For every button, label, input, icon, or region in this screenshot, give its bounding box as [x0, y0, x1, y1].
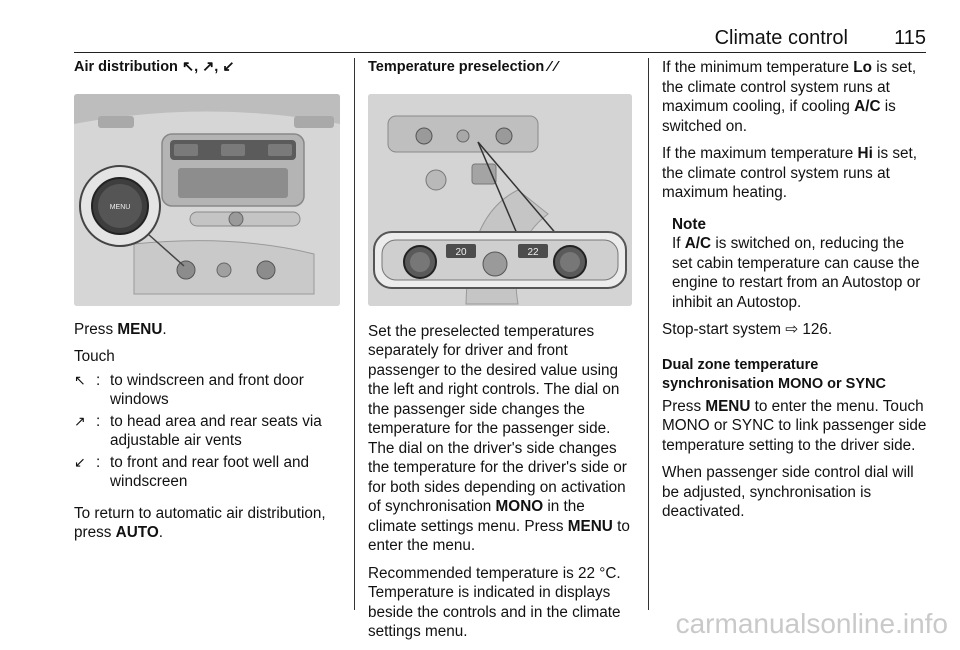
- windscreen-airflow-icon: ↖: [74, 371, 86, 388]
- menu-dial-label: MENU: [109, 203, 131, 211]
- note-title: Note: [672, 215, 706, 233]
- dashboard-controls-illustration: [74, 94, 340, 306]
- temperature-icons: ⁄ ⁄: [548, 59, 558, 75]
- max-temperature-paragraph: If the maximum temperature Hi is set, the climate control system runs at maximum heating.: [662, 145, 918, 201]
- footwell-airflow-icon: ↙: [74, 453, 86, 470]
- definition-item: ↗ : to head area and rear seats via adjustable air vents: [74, 412, 322, 449]
- return-auto-text: To return to automatic air distribution, press AUTO.: [74, 504, 326, 541]
- definition-item: ↙ : to front and rear foot well and windscreen: [74, 453, 309, 490]
- column-temperature-limits: [662, 58, 928, 530]
- right-temp-display: 22: [527, 246, 539, 258]
- column-temperature-preselection: [368, 58, 634, 650]
- min-temperature-paragraph: If the minimum temperature Lo is set, the climate control system runs at maximum cooling, if cooling A/C is switched on.: [662, 59, 917, 135]
- definition-item: ↖ : to windscreen and front door windows: [74, 371, 304, 408]
- page-number: 115: [894, 27, 926, 49]
- column-divider: [648, 58, 649, 610]
- column-air-distribution: [74, 58, 342, 551]
- note-text: If A/C is switched on, reducing the set cabin temperature can cause the engine to restart from an Autostop or inhibit an Autostop.: [672, 235, 921, 311]
- passenger-dial-paragraph: When passenger side control dial will be adjusted, synchronisation is deactivated.: [662, 464, 914, 520]
- press-menu-text: Press MENU.: [74, 320, 167, 338]
- dual-zone-heading: Dual zone temperature synchronisation MONO or SYNC: [662, 356, 886, 392]
- preselection-paragraph: Set the preselected temperatures separately for driver and front passenger to the desired value using the left and right controls. The dial on the passenger side changes the temperature for the passenger side. The dial on the driver's side changes the temperature for the driver's side or for both sides depending on activation of synchronisation MONO in the climate settings menu. Press MENU to enter the menu.: [368, 322, 630, 554]
- watermark: carmanualsonline.info: [675, 608, 948, 639]
- temperature-controls-illustration: [368, 94, 632, 306]
- page-header: [74, 26, 926, 53]
- dual-zone-paragraph: Press MENU to enter the menu. Touch MONO or SYNC to link passenger side temperature setting to the driver side.: [662, 397, 927, 454]
- section-title: Climate control: [714, 27, 848, 49]
- column-divider: [354, 58, 355, 610]
- stop-start-reference: Stop-start system ⇨ 126.: [662, 321, 833, 338]
- recommended-temperature-paragraph: Recommended temperature is 22 °C. Temperature is indicated in displays beside the controls and in the climate settings menu.: [368, 564, 621, 640]
- head-airflow-icon: ↗: [74, 412, 86, 429]
- air-distribution-heading: Air distribution ↖, ↗, ↙: [74, 59, 235, 75]
- touch-label: Touch: [74, 348, 115, 365]
- air-distribution-icons: ↖, ↗, ↙: [181, 59, 235, 75]
- temperature-preselection-heading: Temperature preselection ⁄ ⁄: [368, 59, 558, 75]
- left-temp-display: 20: [455, 246, 467, 258]
- note-box: [672, 215, 928, 313]
